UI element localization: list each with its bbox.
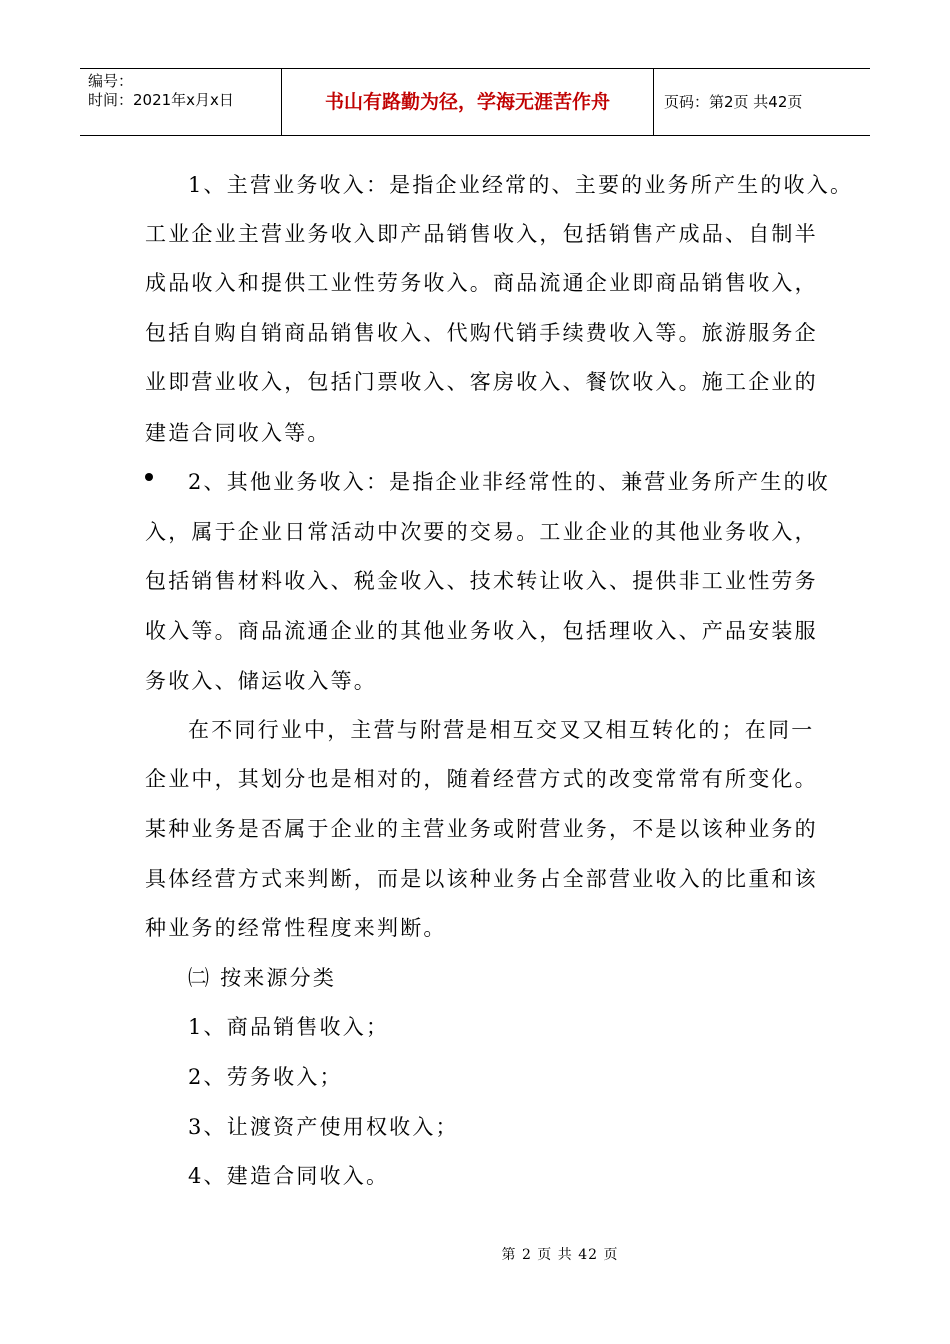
list-item: 2、劳务收入；: [188, 1065, 343, 1089]
header-motto: 书山有路勤为径，学海无涯苦作舟: [282, 69, 654, 135]
document-date: 时间：2021年x月x日: [88, 91, 234, 109]
paragraph-line: 入，属于企业日常活动中次要的交易。工业企业的其他业务收入，: [145, 520, 818, 544]
paragraph-line: 收入等。商品流通企业的其他业务收入，包括理收入、产品安装服: [145, 619, 818, 643]
paragraph-line: 某种业务是否属于企业的主营业务或附营业务，不是以该种业务的: [145, 817, 818, 841]
page-header: [80, 68, 870, 136]
header-meta: [80, 69, 282, 135]
list-item: 3、让渡资产使用权收入；: [188, 1115, 459, 1139]
document-number: 编号：: [88, 72, 134, 90]
list-item: 1、商品销售收入；: [188, 1015, 390, 1039]
paragraph-line: 在不同行业中，主营与附营是相互交叉又相互转化的；在同一: [188, 718, 815, 742]
header-page-code: 页码：第2页 共42页: [664, 93, 803, 111]
section-heading: ㈡ 按来源分类: [188, 966, 337, 990]
paragraph-line: 种业务的经常性程度来判断。: [145, 916, 447, 940]
paragraph-line: 成品收入和提供工业性劳务收入。商品流通企业即商品销售收入，: [145, 271, 818, 295]
paragraph-line: 建造合同收入等。: [145, 421, 331, 445]
paragraph-line: 具体经营方式来判断，而是以该种业务占全部营业收入的比重和该: [145, 867, 818, 891]
paragraph-line: 包括销售材料收入、税金收入、技术转让收入、提供非工业性劳务: [145, 569, 818, 593]
paragraph-line: 企业中，其划分也是相对的，随着经营方式的改变常常有所变化。: [145, 767, 818, 791]
paragraph-line: 业即营业收入，包括门票收入、客房收入、餐饮收入。施工企业的: [145, 370, 818, 394]
paragraph-line: 2、其他业务收入：是指企业非经常性的、兼营业务所产生的收: [188, 470, 830, 494]
paragraph-line: 工业企业主营业务收入即产品销售收入，包括销售产成品、自制半: [145, 222, 818, 246]
paragraph-line: 务收入、储运收入等。: [145, 669, 377, 693]
bullet-dot-icon: [145, 473, 153, 481]
paragraph-line: 1、主营业务收入：是指企业经常的、主要的业务所产生的收入。: [188, 173, 854, 197]
list-item: 4、建造合同收入。: [188, 1164, 390, 1188]
page-footer: 第 2 页 共 42 页: [501, 1247, 619, 1263]
paragraph-line: 包括自购自销商品销售收入、代购代销手续费收入等。旅游服务企: [145, 321, 818, 345]
